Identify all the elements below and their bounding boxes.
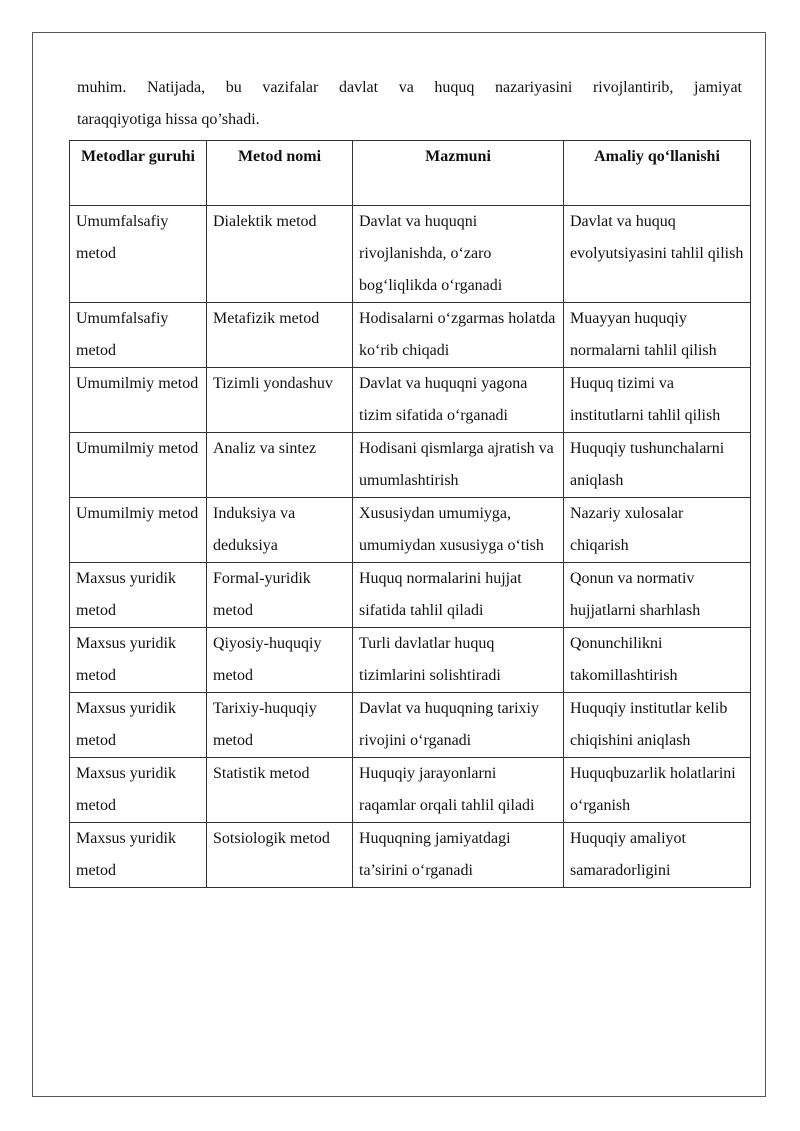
cell-group: Umumfalsafiy metod: [70, 206, 207, 303]
cell-method: Induksiya va deduksiya: [207, 498, 353, 563]
cell-content: Davlat va huquqni yagona tizim sifatida o‘rganadi: [353, 368, 564, 433]
cell-group: Umumilmiy metod: [70, 368, 207, 433]
cell-application: Muayyan huquqiy normalarni tahlil qilish: [564, 303, 751, 368]
cell-content: Hodisalarni o‘zgarmas holatda ko‘rib chiqadi: [353, 303, 564, 368]
cell-method: Analiz va sintez: [207, 433, 353, 498]
table-body: [70, 206, 751, 888]
table-row: [70, 206, 751, 303]
cell-application: Huquqiy institutlar kelib chiqishini aniqlash: [564, 693, 751, 758]
table-row: [70, 628, 751, 693]
cell-content: Turli davlatlar huquq tizimlarini solishtiradi: [353, 628, 564, 693]
cell-content: Hodisani qismlarga ajratish va umumlashtirish: [353, 433, 564, 498]
table-row: [70, 303, 751, 368]
intro-line: muhim. Natijada, bu vazifalar davlat va huquq nazariyasini rivojlantirib, jamiyat: [77, 79, 742, 96]
cell-method: Metafizik metod: [207, 303, 353, 368]
table-row: [70, 823, 751, 888]
cell-content: Huquqiy jarayonlarni raqamlar orqali tahlil qiladi: [353, 758, 564, 823]
header-cell-content: Mazmuni: [353, 141, 564, 206]
table-row: [70, 693, 751, 758]
cell-method: Qiyosiy-huquqiy metod: [207, 628, 353, 693]
cell-group: Maxsus yuridik metod: [70, 628, 207, 693]
cell-application: Qonun va normativ hujjatlarni sharhlash: [564, 563, 751, 628]
cell-group: Maxsus yuridik metod: [70, 758, 207, 823]
cell-application: Nazariy xulosalar chiqarish: [564, 498, 751, 563]
table-row: [70, 368, 751, 433]
header-cell-name: Metod nomi: [207, 141, 353, 206]
table-row: [70, 433, 751, 498]
cell-method: Sotsiologik metod: [207, 823, 353, 888]
cell-group: Maxsus yuridik metod: [70, 563, 207, 628]
cell-application: Huquqbuzarlik holatlarini o‘rganish: [564, 758, 751, 823]
cell-group: Umumfalsafiy metod: [70, 303, 207, 368]
cell-content: Davlat va huquqni rivojlanishda, o‘zaro bog‘liqlikda o‘rganadi: [353, 206, 564, 303]
header-cell-group: Metodlar guruhi: [70, 141, 207, 206]
intro-paragraph: [77, 72, 742, 136]
cell-method: Tarixiy-huquqiy metod: [207, 693, 353, 758]
cell-group: Maxsus yuridik metod: [70, 693, 207, 758]
cell-group: Maxsus yuridik metod: [70, 823, 207, 888]
cell-content: Huquq normalarini hujjat sifatida tahlil qiladi: [353, 563, 564, 628]
table-header-row: [70, 141, 751, 206]
cell-method: Tizimli yondashuv: [207, 368, 353, 433]
cell-application: Davlat va huquq evolyutsiyasini tahlil qilish: [564, 206, 751, 303]
cell-content: Huquqning jamiyatdagi ta’sirini o‘rganadi: [353, 823, 564, 888]
cell-application: Huquqiy amaliyot samaradorligini: [564, 823, 751, 888]
cell-method: Statistik metod: [207, 758, 353, 823]
cell-content: Davlat va huquqning tarixiy rivojini o‘rganadi: [353, 693, 564, 758]
cell-group: Umumilmiy metod: [70, 498, 207, 563]
intro-line: taraqqiyotiga hissa qo’shadi.: [77, 111, 260, 128]
table-row: [70, 563, 751, 628]
methods-table: [69, 140, 751, 888]
cell-method: Dialektik metod: [207, 206, 353, 303]
cell-application: Huquq tizimi va institutlarni tahlil qilish: [564, 368, 751, 433]
cell-application: Huquqiy tushunchalarni aniqlash: [564, 433, 751, 498]
cell-group: Umumilmiy metod: [70, 433, 207, 498]
table-row: [70, 758, 751, 823]
header-cell-application: Amaliy qo‘llanishi: [564, 141, 751, 206]
cell-content: Xususiydan umumiyga, umumiydan xususiyga o‘tish: [353, 498, 564, 563]
cell-method: Formal-yuridik metod: [207, 563, 353, 628]
cell-application: Qonunchilikni takomillashtirish: [564, 628, 751, 693]
table-row: [70, 498, 751, 563]
